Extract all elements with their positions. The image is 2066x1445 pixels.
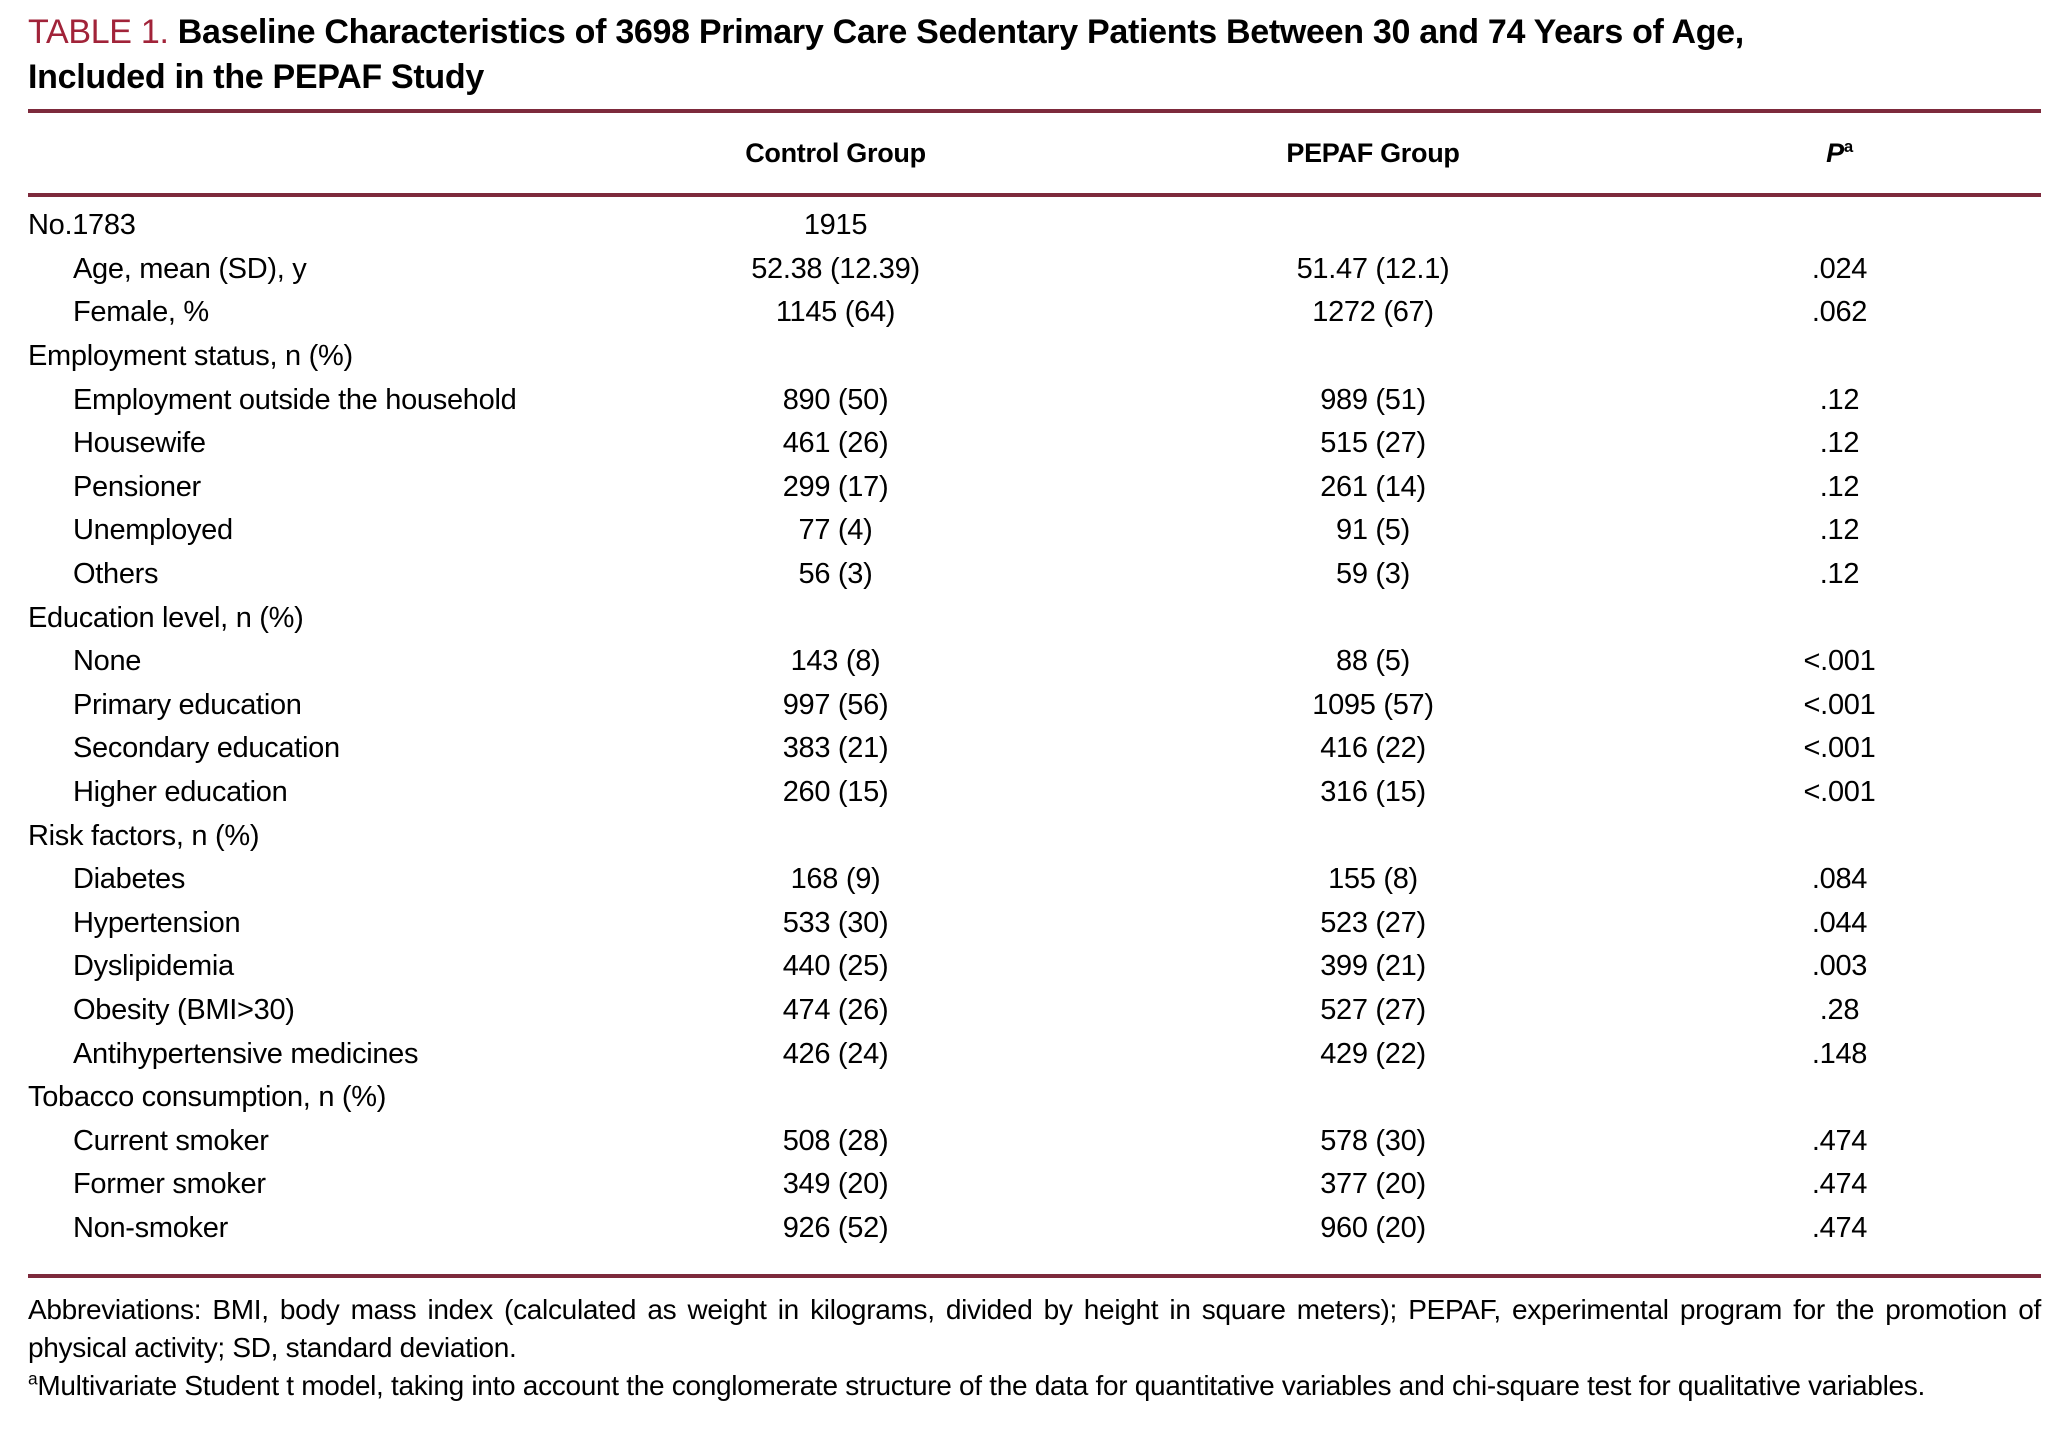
cell-p: .28 (1819, 993, 1860, 1026)
p-superscript: a (1843, 136, 1853, 156)
table-title-line2: Included in the PEPAF Study (28, 58, 484, 96)
cell-control: 260 (15) (782, 776, 889, 809)
footnote-a-marker: a (28, 1368, 38, 1389)
table-row (28, 553, 2041, 597)
table-row (28, 422, 2041, 466)
cell-pepaf: 416 (22) (1320, 732, 1426, 765)
footnote-abbreviations: Abbreviations: BMI, body mass index (calculated as weight in kilograms, divided by height in square meters); PEPAF, experimental program for the promotion of physical activity; SD, standard deviation. (28, 1294, 2041, 1364)
cell-control: 77 (4) (798, 514, 873, 547)
table-number-label: TABLE 1. (28, 13, 169, 51)
cell-p: .084 (1811, 863, 1868, 896)
row-label: Higher education (73, 776, 288, 809)
cell-pepaf: 1272 (67) (1312, 296, 1434, 329)
table-row (28, 1032, 2041, 1076)
cell-control: 1145 (64) (775, 296, 896, 329)
table-section-row (28, 596, 2041, 640)
table-row (28, 248, 2041, 292)
col-header-control-group: Control Group (745, 137, 926, 168)
cell-p: .12 (1819, 470, 1860, 503)
cell-p: .474 (1811, 1168, 1868, 1201)
table-row (28, 509, 2041, 553)
col-header-p-value (1638, 138, 2041, 169)
row-label: Pensioner (73, 470, 201, 503)
cell-pepaf: 960 (20) (1320, 1211, 1426, 1244)
row-label: Current smoker (73, 1124, 269, 1157)
cell-p: <.001 (1803, 645, 1876, 678)
cell-pepaf: 377 (20) (1320, 1168, 1426, 1201)
table-row (28, 378, 2041, 422)
cell-p: .148 (1811, 1037, 1868, 1070)
cell-p: .12 (1819, 383, 1860, 416)
cell-pepaf: 527 (27) (1320, 993, 1426, 1026)
table-title-line1: Baseline Characteristics of 3698 Primary Care Sedentary Patients Between 30 and 74 Years of Age, (177, 13, 1744, 51)
cell-p: .12 (1819, 427, 1860, 460)
table-body (28, 197, 2041, 1274)
cell-p: .474 (1811, 1211, 1868, 1244)
row-label: Hypertension (73, 906, 241, 939)
cell-control: 461 (26) (782, 427, 889, 460)
row-label: Non-smoker (73, 1211, 228, 1244)
cell-control: 533 (30) (782, 906, 889, 939)
cell-control: 56 (3) (798, 558, 873, 591)
table-title (28, 10, 2041, 100)
table-row (28, 466, 2041, 510)
row-label: Dyslipidemia (73, 950, 234, 983)
row-label: Housewife (73, 427, 206, 460)
table-row (28, 204, 2041, 248)
cell-pepaf: 51.47 (12.1) (1296, 252, 1450, 285)
cell-control: 890 (50) (782, 383, 889, 416)
row-label: Age, mean (SD), y (73, 252, 307, 285)
cell-pepaf: 88 (5) (1336, 645, 1410, 678)
cell-pepaf: 515 (27) (1320, 427, 1426, 460)
cell-control: 926 (52) (782, 1211, 889, 1244)
cell-pepaf: 429 (22) (1320, 1037, 1426, 1070)
cell-control: 508 (28) (782, 1124, 889, 1157)
table-row (28, 727, 2041, 771)
row-label: Employment status, n (%) (28, 340, 353, 373)
footnote-a (28, 1367, 2041, 1405)
cell-pepaf: 1095 (57) (1312, 688, 1434, 721)
cell-pepaf: 59 (3) (1336, 558, 1410, 591)
row-label: Antihypertensive medicines (73, 1037, 419, 1070)
cell-control: 1915 (803, 209, 868, 242)
cell-pepaf: 399 (21) (1320, 950, 1426, 983)
cell-p: .474 (1811, 1124, 1868, 1157)
cell-pepaf: 155 (8) (1328, 863, 1418, 896)
table-row (28, 291, 2041, 335)
cell-control: 168 (9) (790, 863, 881, 896)
cell-pepaf: 261 (14) (1320, 470, 1426, 503)
table-row (28, 902, 2041, 946)
table-row (28, 1207, 2041, 1251)
row-label: Female, % (73, 296, 209, 329)
table-rule-bottom (28, 1274, 2041, 1278)
cell-p: .12 (1819, 514, 1860, 547)
table-header-row (28, 113, 2041, 193)
table-row (28, 989, 2041, 1033)
table-section-row (28, 814, 2041, 858)
cell-p: .003 (1811, 950, 1868, 983)
cell-p: .044 (1811, 906, 1868, 939)
table-row (28, 858, 2041, 902)
footnote-a-text: Multivariate Student t model, taking into account the conglomerate structure of the data for quantitative variables and chi-square test for qualitative variables. (37, 1370, 1925, 1402)
cell-control: 474 (26) (782, 993, 889, 1026)
row-label: Employment outside the household (73, 383, 517, 416)
cell-p: <.001 (1803, 732, 1876, 765)
cell-control: 383 (21) (782, 732, 889, 765)
table-row (28, 684, 2041, 728)
cell-pepaf: 578 (30) (1320, 1124, 1426, 1157)
row-label: No.1783 (28, 209, 136, 242)
cell-control: 52.38 (12.39) (751, 252, 920, 285)
cell-control: 440 (25) (782, 950, 889, 983)
cell-p: <.001 (1803, 688, 1876, 721)
row-label: Primary education (73, 688, 302, 721)
row-label: Risk factors, n (%) (28, 819, 260, 852)
row-label: Secondary education (73, 732, 340, 765)
p-italic-label: P (1826, 137, 1844, 168)
row-label: Obesity (BMI>30) (73, 993, 295, 1026)
cell-control: 997 (56) (782, 688, 889, 721)
row-label: None (73, 645, 142, 678)
cell-control: 426 (24) (782, 1037, 889, 1070)
cell-pepaf: 989 (51) (1320, 383, 1426, 416)
row-label: Education level, n (%) (28, 601, 304, 634)
cell-p: <.001 (1803, 776, 1876, 809)
row-label: Unemployed (73, 514, 233, 547)
row-label: Diabetes (73, 863, 186, 896)
table-footnotes (28, 1291, 2041, 1405)
cell-p: .062 (1811, 296, 1868, 329)
row-label: Former smoker (73, 1168, 266, 1201)
row-label: Others (73, 558, 159, 591)
table-row (28, 945, 2041, 989)
table-section-row (28, 335, 2041, 379)
cell-pepaf: 523 (27) (1320, 906, 1426, 939)
table-row (28, 1119, 2041, 1163)
cell-p: .12 (1819, 558, 1860, 591)
cell-pepaf: 91 (5) (1336, 514, 1410, 547)
table-row (28, 1163, 2041, 1207)
row-label: Tobacco consumption, n (%) (28, 1081, 387, 1114)
cell-p: .024 (1811, 252, 1868, 285)
table-row (28, 640, 2041, 684)
cell-control: 143 (8) (790, 645, 881, 678)
cell-control: 299 (17) (782, 470, 889, 503)
cell-control: 349 (20) (782, 1168, 889, 1201)
cell-pepaf: 316 (15) (1320, 776, 1426, 809)
table-row (28, 771, 2041, 815)
table-section-row (28, 1076, 2041, 1120)
col-header-pepaf-group: PEPAF Group (1286, 137, 1460, 168)
